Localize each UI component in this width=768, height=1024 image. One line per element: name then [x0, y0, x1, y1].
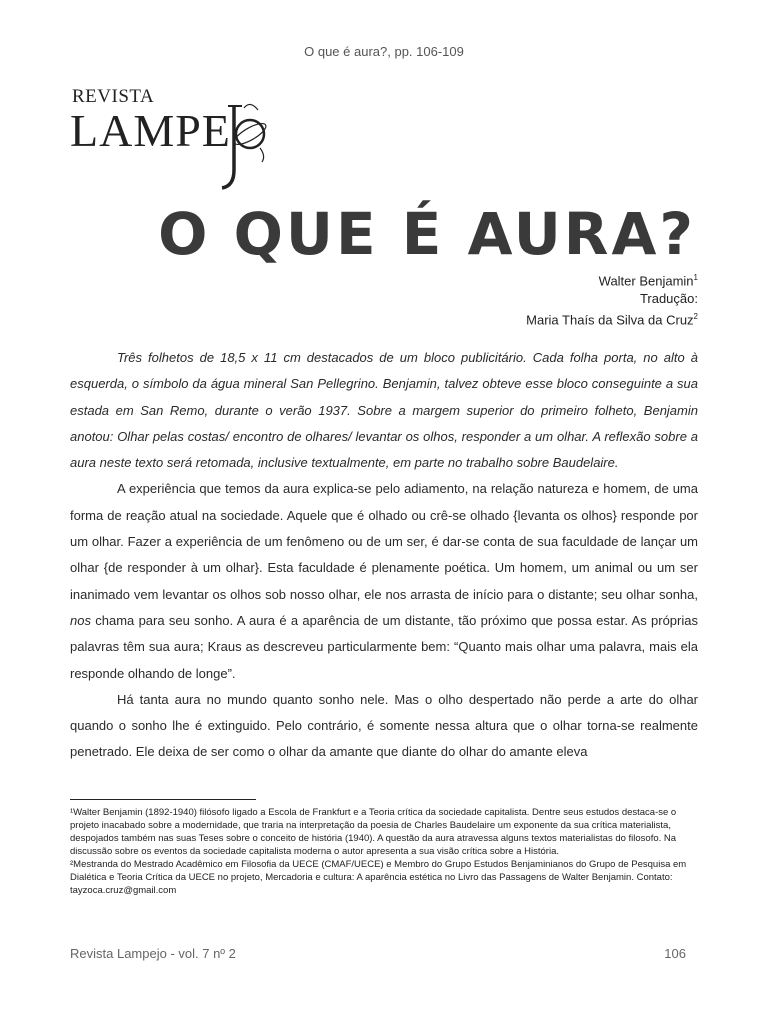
revista-lampejo-logo [70, 86, 270, 191]
paragraph-1-emphasis: nos [70, 612, 91, 628]
author-name: Walter Benjamin [598, 273, 694, 289]
logo-jo-emblem-icon [220, 96, 270, 191]
translation-label: Tradução: [639, 291, 698, 307]
paragraph-1-text-b: chama para seu sonho. A aura é a aparência de um distante, tão próximo que possa estar. As próprias palavras têm sua aura; Kraus as descreveu particularmente bem: “Quanto mais olhar uma palavra, mais ela responde olhando de longe”. [70, 612, 698, 681]
translator-name: Maria Thaís da Silva da Cruz [526, 312, 694, 328]
footnote-divider [70, 799, 256, 800]
author-footnote-mark: 1 [693, 273, 698, 282]
translator-footnote-mark: 2 [693, 312, 698, 322]
running-head: O que é aura?, pp. 106-109 [304, 44, 464, 59]
byline [526, 269, 698, 330]
footnotes [70, 806, 700, 897]
translator-line [526, 308, 698, 329]
footnote-1: ¹Walter Benjamin (1892-1940) filósofo ligado a Escola de Frankfurt e a Teoria crítica da sociedade capitalista. Dentre seus estudos destaca-se o projeto inacabado sobre a modernidade, que traria na interpretação da poesia de Charles Baudelaire um exponente da sua crítica materialista, despojados também nas suas Teses sobre o conceito de história (1940). A questão da aura atravessa alguns textos materialistas do filosofo. Na discussão sobre os eventos da sociedade capitalista moderna o autor apresenta a sua visão crítica sobre a História. [70, 807, 677, 857]
footer-journal: Revista Lampejo - vol. 7 nº 2 [70, 946, 236, 961]
intro-paragraph: Três folhetos de 18,5 x 11 cm destacados de um bloco publicitário. Cada folha porta, no alto à esquerda, o símbolo da água mineral San Pellegrino. Benjamin, talvez obteve esse bloco conseguinte a sua estada em San Remo, durante o verão 1937. Sobre a margem superior do primeiro folheto, Benjamin anotou: Olhar pelas costas/ encontro de olhares/ levantar os olhos, responder a um olhar. A reflexão sobre a aura neste texto será retomada, inclusive textualmente, em parte no trabalho sobre Baudelaire. [70, 350, 698, 471]
paragraph-1-text-a: A experiência que temos da aura explica-se pelo adiamento, na relação natureza e homem, de uma forma de reação atual na sociedade. Aquele que é olhado ou crê-se olhado {levanta os olhos} responde por um olhar. Fazer a experiência de um fenômeno ou de um ser, é dar-se conta de sua faculdade de lançar um olhar {de responder à um olhar}. Esta faculdade é plenamente poética. Um homem, um animal ou um ser inanimado vem levantar os olhos sob nosso olhar, ele nos arrasta de início para o distante; seu olhar sonha, [70, 481, 698, 602]
body-paragraph-1 [70, 476, 698, 686]
logo-lampejo-text: LAMPE [70, 105, 231, 156]
body-paragraph-2: Há tanta aura no mundo quanto sonho nele. Mas o olho despertado não perde a arte do olhar quando o sonho lhe é extinguido. Pelo contrário, é somente nessa altura que o olhar torna-se realmente penetrado. Ele deixa de ser como o olhar da amante que diante do olhar do amante eleva [70, 691, 698, 760]
author-line [526, 269, 698, 290]
logo-revista-text: REVISTA [72, 86, 155, 107]
footnote-2: ²Mestranda do Mestrado Acadêmico em Filosofia da UECE (CMAF/UECE) e Membro do Grupo Estudos Benjaminianos do Grupo de Pesquisa em Dialética e Teoria Crítica da UECE no projeto, Mercadoria e cultura: A aparência estética no Livro das Passagens de Walter Benjamin. Contato: tayzoca.cruz@gmail.com [70, 859, 687, 896]
article-title: O QUE É AURA? [158, 200, 696, 268]
article-body [70, 345, 698, 766]
page-number: 106 [664, 946, 686, 961]
